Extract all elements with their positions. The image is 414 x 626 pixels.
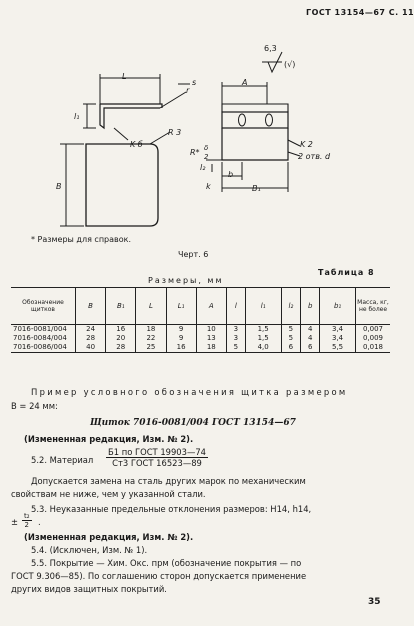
- table-cell: 0,018: [356, 343, 391, 353]
- table-cell: 0,007: [356, 325, 391, 335]
- dimensions-table: [11, 287, 390, 353]
- table-row: [11, 325, 390, 335]
- table-cell: 4: [301, 334, 320, 343]
- table-cell: 4: [301, 325, 320, 335]
- label-hole: 2 отв. d: [298, 152, 331, 161]
- front-plate: [86, 144, 158, 226]
- table-row: [11, 334, 390, 343]
- label-roughness-sym: (√): [284, 60, 296, 69]
- table-cell: 20: [106, 334, 136, 343]
- bottom-plate: [222, 128, 288, 160]
- tolerance-pm: ±: [11, 517, 19, 527]
- col-b: b: [301, 288, 320, 325]
- table-cell: 24: [76, 325, 106, 335]
- label-R-frac-den: 2: [204, 153, 209, 161]
- label-s: s: [192, 78, 197, 87]
- replacement-line-1: Допускается замена на сталь других марок по механическим: [31, 476, 306, 486]
- coating-line-2: ГОСТ 9.306—85). По соглашению сторон допускается применение: [11, 571, 307, 581]
- replacement-line-2: свойствам не ниже, чем у указанной стали.: [11, 489, 206, 499]
- table-cell: 13: [196, 334, 226, 343]
- table-cell: 5,5: [320, 343, 356, 353]
- leader-kb: [114, 128, 128, 140]
- col-l1: l₁: [245, 288, 281, 325]
- material-label: 5.2. Материал: [31, 455, 94, 465]
- slot-hole-left: [239, 114, 246, 126]
- label-R-star: R*: [190, 148, 200, 157]
- example-size: B = 24 мм:: [11, 401, 58, 411]
- example-heading: Пример условного обозначения щитка размером: [31, 387, 348, 397]
- table-cell: 3,4: [320, 325, 356, 335]
- page-number: 35: [368, 597, 381, 607]
- slot-hole-right: [266, 114, 273, 126]
- label-k: k: [206, 182, 211, 191]
- clause-5-4: 5.4. (Исключен, Изм. № 1).: [31, 545, 148, 555]
- table-title: Таблица 8: [318, 268, 375, 277]
- material-fraction: [106, 447, 208, 468]
- label-k2: K 2: [300, 140, 313, 149]
- tolerance-end: .: [38, 517, 41, 527]
- col-l2: l₂: [281, 288, 301, 325]
- label-kb: K б: [130, 140, 143, 149]
- col-A: A: [196, 288, 226, 325]
- table-cell: 22: [136, 334, 166, 343]
- col-B: B: [76, 288, 106, 325]
- technical-drawing: [0, 0, 401, 240]
- label-r: r: [186, 86, 190, 95]
- tolerance-den: 2: [24, 521, 30, 529]
- cell-designation: 7016-0086/004: [11, 343, 76, 353]
- label-R-frac-num: δ: [204, 144, 209, 152]
- material-secondary: Ст3 ГОСТ 16523—89: [112, 458, 202, 468]
- table-row: [11, 343, 390, 353]
- label-b: b: [228, 170, 234, 179]
- label-roughness: 6,3: [264, 44, 277, 53]
- cell-designation: 7016-0084/004: [13, 334, 67, 342]
- material-primary: Б1 по ГОСТ 19903—74: [108, 447, 206, 457]
- leader-r3: [150, 132, 170, 144]
- revision-note-2: (Измененная редакция, Изм. № 2).: [24, 532, 194, 542]
- col-B1: B₁: [106, 288, 136, 325]
- table-cell: 10: [196, 325, 226, 335]
- leader-r: [160, 92, 186, 108]
- col-L1: L₁: [166, 288, 196, 325]
- table-cell: 40: [76, 343, 106, 353]
- figure-caption: Черт. 6: [178, 250, 209, 259]
- label-L: L: [122, 72, 127, 81]
- label-l1: l₁: [74, 112, 80, 121]
- figure-note: * Размеры для справок.: [31, 235, 132, 244]
- example-designation: Щиток 7016-0081/004 ГОСТ 13154—67: [90, 418, 296, 428]
- col-designation: Обозначение щитков: [11, 288, 76, 325]
- label-R3: R 3: [168, 128, 182, 137]
- table-units: Размеры, мм: [148, 276, 224, 285]
- label-l2: l₂: [200, 163, 206, 172]
- page-header: ГОСТ 13154—67 С. 11: [306, 8, 414, 17]
- table-cell: 6: [281, 343, 301, 353]
- label-B: B: [56, 182, 62, 191]
- table-cell: 4,0: [245, 343, 281, 353]
- table-cell: 16: [106, 325, 136, 335]
- table-cell: 9: [166, 325, 196, 335]
- cell-designation: 7016-0081/004: [13, 325, 67, 333]
- table-cell: 9: [166, 334, 196, 343]
- table-cell: 25: [136, 343, 166, 353]
- table-cell: 18: [136, 325, 166, 335]
- table-cell: 1,5: [245, 325, 281, 335]
- table-cell: 5: [226, 343, 245, 353]
- tolerance-line: 5.3. Неуказанные предельные отклонения размеров: H14, h14,: [31, 504, 312, 514]
- top-plate: [222, 112, 288, 128]
- table-cell: 28: [76, 334, 106, 343]
- table-cell: 3: [226, 325, 245, 335]
- label-b1: B₁: [252, 184, 261, 193]
- tolerance-num: t₂: [24, 512, 30, 520]
- tolerance-fraction: [22, 512, 32, 529]
- table-cell: 6: [301, 343, 320, 353]
- table-cell: 18: [196, 343, 226, 353]
- revision-note-1: (Измененная редакция, Изм. № 2).: [24, 434, 194, 444]
- col-mass: Масса, кг, не более: [356, 288, 391, 325]
- table-cell: 1,5: [245, 334, 281, 343]
- label-A: A: [242, 78, 248, 87]
- table-cell: 28: [106, 343, 136, 353]
- table-cell: 3: [226, 334, 245, 343]
- side-profile: [100, 104, 160, 128]
- leader-k2: [288, 140, 300, 146]
- col-L: L: [136, 288, 166, 325]
- col-l: l: [226, 288, 245, 325]
- col-b1: b₁: [320, 288, 356, 325]
- table-cell: 3,4: [320, 334, 356, 343]
- table-cell: 16: [166, 343, 196, 353]
- coating-line-1: 5.5. Покрытие — Хим. Окс. прм (обозначение покрытия — по: [31, 558, 302, 568]
- coating-line-3: других видов защитных покрытий.: [11, 584, 167, 594]
- table-cell: 5: [281, 334, 301, 343]
- table-cell: 0,009: [356, 334, 391, 343]
- table-cell: 5: [281, 325, 301, 335]
